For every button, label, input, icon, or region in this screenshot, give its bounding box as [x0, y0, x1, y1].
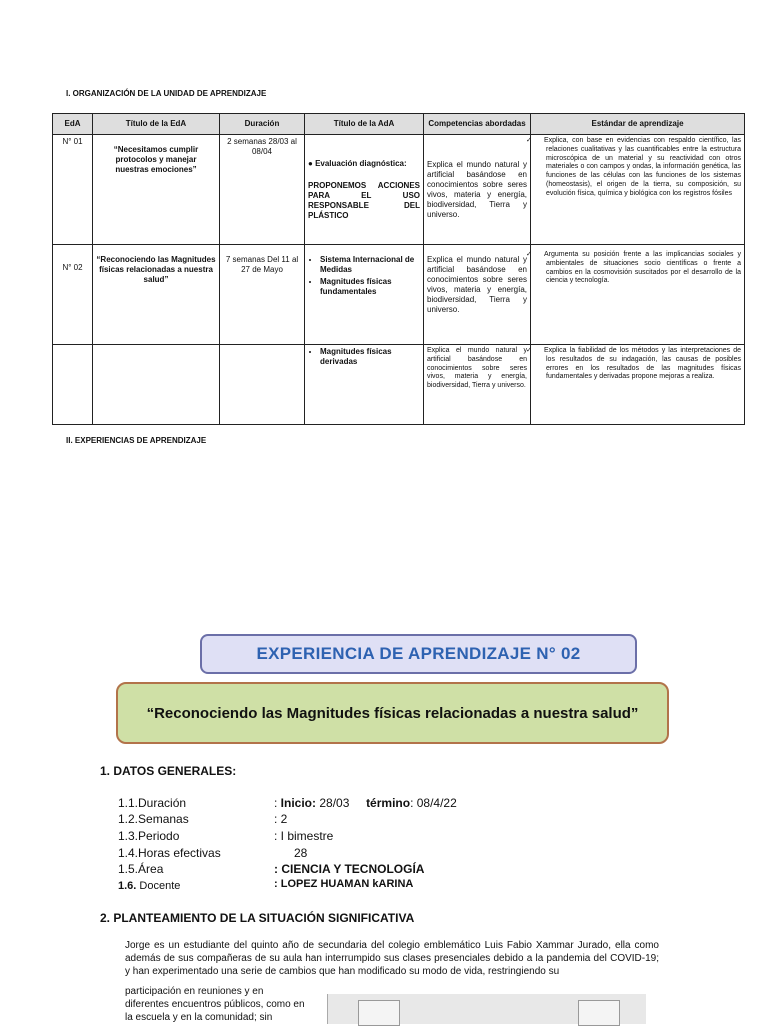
horas-value: 28 — [294, 846, 308, 860]
experience-subtitle-box — [116, 682, 669, 744]
list-item: • Magnitudes físicas derivadas — [320, 347, 420, 367]
area-value: : CIENCIA Y TECNOLOGÍA — [274, 862, 425, 876]
text-line: la escuela y en la comunidad; sin — [125, 1012, 273, 1023]
situacion-heading: 2. PLANTEAMIENTO DE LA SITUACIÓN SIGNIFICATIVA — [100, 911, 415, 925]
cell-competencia: Explica el mundo natural y artificial basándose en conocimientos sobre seres vivos, materia y energía, biodiversidad, Tierra y universo. — [424, 345, 531, 425]
window-shape — [358, 1000, 400, 1026]
cell-titulo-ada — [305, 345, 424, 425]
cell-titulo-eda: “Reconociendo las Magnitudes físicas relacionadas a nuestra salud” — [93, 245, 220, 345]
list-item: • Sistema Internacional de Medidas — [320, 255, 420, 275]
situacion-paragraph: Jorge es un estudiante del quinto año de secundaria del colegio emblemático Luis Fabio Xammar Jurado, ella como además de sus compañeras de su aula han interrumpido sus clases presenciales debido a la pandemia del COVID-19; y han experimentado una serie de cambios que han modificado su modo de vida, restringiendo su — [125, 940, 659, 977]
header-competencias: Competencias abordadas — [424, 114, 531, 135]
cell-competencia: Explica el mundo natural y artificial basándose en conocimientos sobre seres vivos, materia y energía, biodiversidad, Tierra y universo. — [424, 245, 531, 345]
cell-duracion: 2 semanas 28/03 al 08/04 — [220, 135, 305, 245]
check-icon: ✓ — [526, 347, 532, 354]
experience-subtitle: “Reconociendo las Magnitudes físicas relacionadas a nuestra salud” — [146, 704, 639, 722]
section-title-organizacion: I. ORGANIZACIÓN DE LA UNIDAD DE APRENDIZAJE — [66, 89, 267, 98]
table-header-row — [53, 114, 745, 135]
cell-estandar: ✓ Explica, con base en evidencias con respaldo científico, las relaciones cualitativas y las cuantificables entre la estructura microscópica de un material y su reactividad con otros materiales o con campos y ondas, la información genética, las funciones de las células con las funciones de los sistemas (homeostasis), el origen de la tierra, su composición, su evolución física, química y biológica con los registros fósiles — [531, 135, 745, 245]
situacion-lines — [125, 985, 305, 1024]
periodo-value: : I bimestre — [274, 829, 334, 843]
table-row — [53, 135, 745, 245]
table-row — [53, 345, 745, 425]
duracion-value: : Inicio: 28/03 término: 08/4/22 — [274, 796, 457, 810]
check-icon: ✓ — [526, 137, 532, 144]
area-label: 1.5.Área — [118, 862, 164, 876]
check-icon: ✓ — [526, 251, 532, 258]
cell-titulo-ada — [305, 245, 424, 345]
section-title-experiencias: II. EXPERIENCIAS DE APRENDIZAJE — [66, 436, 207, 445]
text-line: participación en reuniones y en — [125, 986, 264, 997]
window-shape — [578, 1000, 620, 1026]
semanas-value: : 2 — [274, 812, 288, 826]
bullet-icon: ● — [308, 158, 316, 168]
cell-eda: N° 02 — [53, 245, 93, 345]
docente-value: : LOPEZ HUAMAN kARINA — [274, 878, 414, 890]
organization-table — [52, 113, 745, 425]
cell-titulo-eda — [93, 345, 220, 425]
docente-label: 1.6. Docente — [118, 880, 181, 892]
text-line: diferentes encuentros públicos, como en — [125, 999, 305, 1010]
header-duracion: Duración — [220, 114, 305, 135]
cell-estandar: ✓ Argumenta su posición frente a las implicancias sociales y ambientales de situaciones socio científicas o frente a cambios en la cosmovisión suscitados por el desarrollo de la ciencia y tecnología. — [531, 245, 745, 345]
header-titulo-ada: Título de la AdA — [305, 114, 424, 135]
cell-duracion — [220, 345, 305, 425]
cell-titulo-ada: ● Evaluación diagnóstica: PROPONEMOS ACCIONES PARA EL USO RESPONSABLE DEL PLÁSTICO — [305, 135, 424, 245]
cell-competencia: Explica el mundo natural y artificial basándose en conocimientos sobre seres vivos, materia y energía, biodiversidad, Tierra y universo. — [424, 135, 531, 245]
experience-banner — [200, 634, 637, 674]
cell-estandar: ✓ Explica la fiabilidad de los métodos y las interpretaciones de los resultados de su indagación, las causas de posibles errores en los resultados de las magnitudes físicas fundamentales y derivadas propone mejoras a realiza. — [531, 345, 745, 425]
experience-title: EXPERIENCIA DE APRENDIZAJE N° 02 — [256, 644, 581, 663]
semanas-label: 1.2.Semanas — [118, 812, 189, 826]
cell-titulo-eda: “Necesitamos cumplir protocolos y manejar nuestras emociones” — [93, 135, 220, 245]
horas-label: 1.4.Horas efectivas — [118, 846, 221, 860]
classroom-photo — [327, 994, 646, 1024]
duracion-label: 1.1.Duración — [118, 796, 187, 810]
header-eda: EdA — [53, 114, 93, 135]
datos-generales-heading: 1. DATOS GENERALES: — [100, 764, 237, 778]
periodo-label: 1.3.Periodo — [118, 829, 180, 843]
cell-eda: N° 01 — [53, 135, 93, 245]
table-row — [53, 245, 745, 345]
header-titulo-eda: Título de la EdA — [93, 114, 220, 135]
cell-eda — [53, 345, 93, 425]
ada-title: PROPONEMOS ACCIONES PARA EL USO RESPONSABLE DEL PLÁSTICO — [308, 180, 420, 220]
cell-duracion: 7 semanas Del 11 al 27 de Mayo — [220, 245, 305, 345]
list-item: • Magnitudes físicas fundamentales — [320, 277, 420, 297]
header-estandar: Estándar de aprendizaje — [531, 114, 745, 135]
